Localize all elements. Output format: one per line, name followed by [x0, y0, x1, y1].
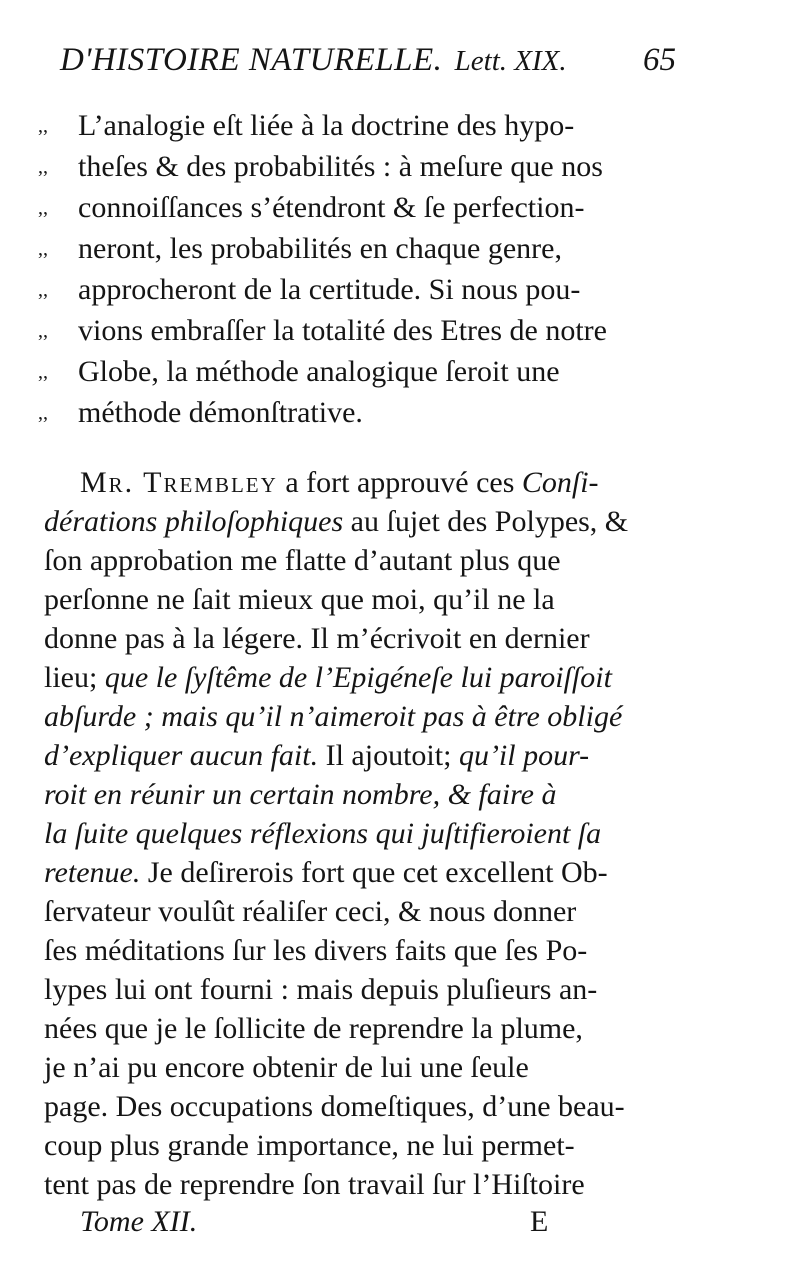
text-line: d’expliquer aucun fait. Il ajoutoit; qu’il pour-	[44, 739, 590, 772]
text-line: abſurde ; mais qu’il n’aimeroit pas à être obligé	[44, 700, 623, 733]
text-line: dérations philoſophiques au ſujet des Polypes, &	[44, 505, 629, 538]
text-line: roit en réunir un certain nombre, & faire à	[44, 778, 557, 811]
quote-line: ,, L’analogie eſt liée à la doctrine des hypo-	[38, 106, 683, 146]
text-line: page. Des occupations domeſtiques, d’une beau-	[44, 1090, 625, 1123]
text-line: ſervateur voulût réaliſer ceci, & nous donner	[44, 895, 577, 928]
quote-mark: ,,	[38, 156, 48, 178]
quote-mark: ,,	[38, 279, 48, 301]
text-line: je n’ai pu encore obtenir de lui une ſeule	[44, 1051, 529, 1084]
quote-mark: ,,	[38, 402, 48, 424]
text-line: perſonne ne ſait mieux que moi, qu’il ne la	[44, 583, 555, 616]
text-line: lieu; que le ſyſtême de l’Epigéneſe lui paroiſſoit	[44, 661, 612, 694]
quote-line: ,, connoiſſances s’étendront & ſe perfection-	[38, 188, 683, 228]
text-line: ſes méditations ſur les divers faits que ſes Po-	[44, 934, 588, 967]
quote-line: ,, vions embraſſer la totalité des Etres de notre	[38, 311, 683, 351]
signature-mark: E	[530, 1205, 549, 1238]
text-line: tent pas de reprendre ſon travail ſur l’Hiſtoire	[44, 1168, 585, 1201]
quote-mark: ,,	[38, 197, 48, 219]
text-line: coup plus grande importance, ne lui permet-	[44, 1129, 575, 1162]
text-line: nées que je le ſollicite de reprendre la plume,	[44, 1012, 583, 1045]
text-line: donne pas à la légere. Il m’écrivoit en dernier	[44, 622, 590, 655]
quote-mark: ,,	[38, 361, 48, 383]
running-head	[60, 42, 680, 92]
page-number: 65	[643, 42, 676, 78]
running-title: D'HISTOIRE NATURELLE.	[60, 42, 443, 78]
letter-number: Lett. XIX.	[454, 45, 567, 77]
quote-line: ,, Globe, la méthode analogique ſeroit une	[38, 352, 683, 392]
page-footer	[80, 1205, 600, 1239]
text-line: ſon approbation me flatte d’autant plus que	[44, 544, 561, 577]
quote-mark: ,,	[38, 238, 48, 260]
quote-line: ,, approcheront de la certitude. Si nous pou-	[38, 270, 683, 310]
quote-mark: ,,	[38, 320, 48, 342]
text-line: la ſuite quelques réflexions qui juſtifieroient ſa	[44, 817, 602, 850]
quote-line: ,, méthode démonſtrative.	[38, 393, 683, 433]
text-line: lypes lui ont fourni : mais depuis pluſieurs an-	[44, 973, 598, 1006]
text-line: retenue. Je deſirerois fort que cet excellent Ob-	[44, 856, 608, 889]
volume-label: Tome XII.	[80, 1205, 198, 1238]
quote-line: ,, neront, les probabilités en chaque genre,	[38, 229, 683, 269]
quote-line: ,, theſes & des probabilités : à meſure que nos	[38, 147, 683, 187]
person-name: Trembley	[143, 466, 278, 499]
text-line: Mr. Trembley a fort approuvé ces Conſi-	[80, 466, 599, 499]
quote-mark: ,,	[38, 115, 48, 137]
